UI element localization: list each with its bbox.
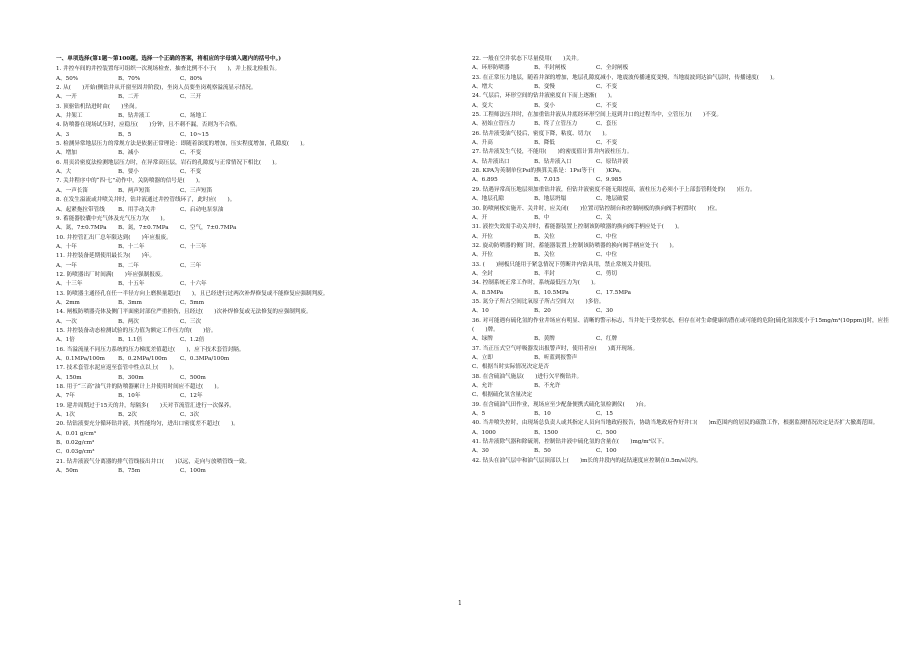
option: C、10~15 bbox=[180, 131, 209, 138]
options-row bbox=[472, 64, 892, 73]
option: B、0.2MPa/100m bbox=[118, 356, 168, 362]
question-text: 33. ( )闸板只能用于紧急情况下剪断井内钻具用，禁止常规关井使用。 bbox=[472, 261, 655, 268]
options-row bbox=[472, 289, 892, 298]
option: C、不变 bbox=[180, 169, 202, 176]
option: B、50 bbox=[534, 448, 551, 455]
question-text: 23. 在正常压力地层，随着井深的增加，地层孔隙度减小，地震波传播速度变慢，当地震波到达油气层时，传播速度( )。 bbox=[472, 74, 778, 81]
question-text: 10. 井控管汇出厂总年限达到( )年应报废。 bbox=[56, 234, 172, 241]
option: B、二开 bbox=[118, 94, 139, 101]
options-row bbox=[472, 158, 892, 167]
question-text: 26. 钻井液受油气侵后，密度下降，粘度、切力( )。 bbox=[472, 130, 611, 137]
option: B、十二年 bbox=[118, 243, 145, 250]
option: C、中位 bbox=[596, 233, 618, 240]
option: C、不变 bbox=[596, 102, 618, 109]
option: B、中 bbox=[534, 214, 550, 221]
options-row bbox=[56, 355, 456, 364]
option: C、80% bbox=[180, 75, 203, 82]
option: B、5 bbox=[118, 131, 132, 138]
options-row bbox=[56, 187, 456, 196]
option: A、7年 bbox=[56, 393, 75, 400]
option: B、要小 bbox=[118, 169, 139, 176]
options-row bbox=[472, 139, 892, 148]
question-text: 37. 当正压式空气呼吸器发出报警声时，使用者应( )离开现场。 bbox=[472, 345, 639, 352]
option: B、10年 bbox=[118, 393, 141, 400]
section-header: 一、单项选择(第1题～第100题。选择一个正确的答案，将相应的字母填入题内的括号中。) bbox=[56, 56, 282, 62]
question-text: 29. 钻遇异常高压地层须加重钻井液，但钻井液密度不能无限提高，液柱压力必须小于上部套管鞋处的( )压力。 bbox=[472, 186, 756, 193]
option: B、20 bbox=[534, 308, 551, 315]
option: C、套压 bbox=[596, 121, 618, 128]
question-text: 28. KPA为英制单位Psi的换算关系是：1Psi等于( )KPa。 bbox=[472, 168, 625, 175]
options-row bbox=[472, 363, 892, 372]
question-text: 40. 当井喷失控时，由现场总负责人或其指定人员向当地政府报告，协助当地政府作好井口( )m范围内的居民的疏散工作，根据监测情况决定是否扩大撤离范围。 bbox=[472, 420, 879, 427]
option: B、用手动关井 bbox=[118, 206, 156, 213]
options-row bbox=[472, 233, 892, 242]
option: C、全封闸板 bbox=[596, 65, 629, 72]
options-row bbox=[472, 120, 892, 129]
option: C、空气，7±0.7MPa bbox=[180, 225, 237, 232]
option: B、10 bbox=[534, 411, 551, 418]
option: A、一声长笛 bbox=[56, 187, 89, 194]
option: A、钻井液出口 bbox=[472, 158, 510, 165]
option: C、不变 bbox=[180, 150, 202, 157]
question-text: 17. 技术套管水泥应返至套管中性点以上( )。 bbox=[56, 365, 178, 372]
option: B、两次 bbox=[118, 318, 139, 325]
option: A、10 bbox=[472, 308, 489, 315]
options-row bbox=[56, 336, 456, 345]
question-text: 22. 一般在空井状态下尽量使用( )关井。 bbox=[472, 56, 583, 62]
question-text: 19. 建井周期过于15天的井，每隔多( )天对节流管汇进行一次保养。 bbox=[56, 402, 235, 409]
option: B、钻井液工 bbox=[118, 113, 151, 120]
option: B、降低 bbox=[534, 140, 555, 147]
option: C、1.2倍 bbox=[180, 337, 205, 344]
option: C、不变 bbox=[596, 140, 618, 147]
option: C、红牌 bbox=[596, 336, 618, 343]
option: C、9.985 bbox=[596, 177, 622, 184]
options-row bbox=[472, 429, 892, 438]
question-text: 30. 防喷闸板实施开、关井时，应关闭( )位置司钻控制台和控制闸板的换向阀手柄置时( )位。 bbox=[472, 205, 721, 212]
option: A、一开 bbox=[56, 94, 77, 101]
option: A、大 bbox=[56, 169, 72, 176]
option: A、1次 bbox=[56, 412, 75, 419]
options-row bbox=[56, 262, 456, 271]
option: B、两声短笛 bbox=[118, 187, 151, 194]
options-row bbox=[56, 299, 456, 308]
left-question-list bbox=[56, 65, 456, 476]
right-question-list bbox=[472, 55, 892, 466]
options-row bbox=[56, 93, 456, 102]
option: B、1500 bbox=[534, 429, 558, 436]
option: B、半封 bbox=[534, 270, 555, 277]
question-text: 42. 钻头在油气层中和油气层顶部以上( )m长的井段内的起钻速度应控制在0.5m/s以内。 bbox=[472, 457, 702, 464]
option: B、二年 bbox=[118, 262, 139, 269]
question-text: 21. 钻井液液气分离器的排气管线接出井口( )以远，走向与放喷管线一致。 bbox=[56, 458, 251, 465]
options-row bbox=[56, 243, 456, 252]
option: C、三开 bbox=[180, 94, 202, 101]
question-text: 9. 蓄能器胶囊中充气体及充气压力为( )。 bbox=[56, 215, 169, 222]
question-text: 27. 钻井液发生气侵，不能用( )的密度值计算井内液柱压力。 bbox=[472, 149, 633, 156]
options-row bbox=[56, 411, 456, 420]
option: A、30 bbox=[472, 448, 489, 455]
option: A、一次 bbox=[56, 318, 77, 325]
left-column bbox=[56, 55, 456, 476]
option: C、根据硫化氢含量决定 bbox=[472, 392, 533, 399]
option: A、初始立管压力 bbox=[472, 121, 516, 128]
question-text: 32. 旋动防喷器的侧门时，蓄能器装置上控制该防喷器的换向阀手柄应处于( )。 bbox=[472, 242, 678, 249]
option: A、氮，7±0.7MPa bbox=[56, 225, 107, 232]
option: A、立即 bbox=[472, 355, 493, 361]
options-row bbox=[56, 149, 456, 158]
question-text: 20. 钻钻液要充分循环钻井液，其性能均匀，进出口密度差不超过( )。 bbox=[56, 421, 239, 428]
option: A、开位 bbox=[472, 233, 493, 240]
option: C、100 bbox=[596, 448, 617, 455]
option: A、十年 bbox=[56, 243, 77, 250]
option: B、关位 bbox=[534, 233, 555, 240]
options-row bbox=[472, 102, 892, 111]
option: C、地层破裂 bbox=[596, 196, 629, 203]
option: B、75m bbox=[118, 468, 141, 475]
options-row bbox=[56, 206, 456, 215]
option: C、场地工 bbox=[180, 113, 207, 120]
options-row bbox=[472, 391, 892, 400]
right-column bbox=[472, 55, 892, 466]
option: C、15 bbox=[596, 411, 613, 418]
options-row bbox=[56, 392, 456, 401]
option: A、允许 bbox=[472, 383, 493, 390]
question-text: 25. 工程师法压井时，在加重钻井液从井底经环形空间上返到井口的过程当中，立管压力( )不变。 bbox=[472, 112, 722, 119]
option: B、十五年 bbox=[118, 281, 145, 288]
option: B、钻井液入口 bbox=[534, 158, 572, 165]
options-row bbox=[56, 112, 456, 121]
options-row bbox=[56, 168, 456, 177]
options-row bbox=[472, 410, 892, 419]
question-text: 16. 当溢流量不同压力系统的压力梯度差值超过( )，应下技术套管封隔。 bbox=[56, 346, 245, 353]
options-row bbox=[472, 83, 892, 92]
option: B、10.5MPa bbox=[534, 289, 569, 296]
option: A、3 bbox=[56, 131, 70, 138]
option: A、50m bbox=[56, 468, 79, 475]
question-text: 31. 液控失效需手动关井时，蓄能器装置上控制该防喷器的换向阀手柄应处于( )。 bbox=[472, 224, 683, 231]
question-text: 41. 钻井液除气器和除硫剂，控制钻井液中硫化氢的含量在( )mg/m³以下。 bbox=[472, 439, 668, 446]
question-text: 3. 顶驱钻机钻进时由( )坐岗。 bbox=[56, 103, 141, 110]
options-row bbox=[472, 335, 892, 344]
option: B、地层坍塌 bbox=[534, 196, 567, 203]
option: C、12年 bbox=[180, 393, 203, 400]
option: C、0.3MPa/100m bbox=[180, 356, 230, 362]
option: C、5mm bbox=[180, 299, 205, 306]
option: A、1倍 bbox=[56, 337, 75, 344]
option: A、绿牌 bbox=[472, 336, 493, 343]
question-text: 12. 防喷器出厂时间满( )年应强制报废。 bbox=[56, 271, 167, 278]
option: A、0.1MPa/100m bbox=[56, 356, 105, 362]
options-row bbox=[472, 195, 892, 204]
options-row bbox=[56, 318, 456, 327]
option: C、根据当时实际情况决定是否 bbox=[472, 364, 549, 371]
option: B、3mm bbox=[118, 299, 142, 306]
options-row bbox=[56, 374, 456, 383]
option: B、300m bbox=[118, 374, 144, 381]
option: B、关位 bbox=[534, 252, 555, 259]
option: C、十六年 bbox=[180, 281, 207, 288]
option: C、三次 bbox=[180, 318, 202, 325]
option: A、一年 bbox=[56, 262, 77, 269]
option: C、0.03g/cm³ bbox=[56, 449, 95, 456]
question-text: 24. 气层后，环形空间的钻井液密度自下而上逐渐( )。 bbox=[472, 93, 616, 100]
options-row bbox=[56, 439, 456, 448]
question-text: 4. 防喷器在现场试压时，应稳压( )分钟，且不刺不漏，否则为不合格。 bbox=[56, 122, 241, 129]
option: A、1000 bbox=[472, 429, 496, 436]
option: C、原钻井液 bbox=[596, 158, 629, 165]
question-text: 13. 防喷器主通径孔在任一半径方向上磨损量超过( )，且已经进行过两次补焊修复或不能修复应强制判废。 bbox=[56, 290, 329, 297]
question-text: 14. 闸板防喷器壳体及侧门平面密封部位严重损伤，且经过( )次补焊修复或无法修复的应强制判废。 bbox=[56, 309, 312, 316]
option: C、三年 bbox=[180, 262, 202, 269]
option: B、0.02g/cm³ bbox=[56, 440, 95, 447]
option: A、井架工 bbox=[56, 113, 83, 120]
options-row bbox=[472, 307, 892, 316]
option: A、开位 bbox=[472, 252, 493, 259]
option: B、70% bbox=[118, 75, 141, 82]
page-number: 1 bbox=[458, 600, 462, 607]
option: C、中位 bbox=[596, 252, 618, 259]
options-row bbox=[56, 224, 456, 233]
option: C、启动电泵泵油 bbox=[180, 206, 224, 213]
question-text: 36. 对可能遇有硫化氢的作业井场应有明显、清晰的警示标志，当井处于受控状态，但存在对生命健康的潜在或可能的危险[硫化氢浓度小于15mg/m³(10ppm)]时，应挂( )牌。 bbox=[472, 317, 889, 333]
option: B、1.1倍 bbox=[118, 337, 143, 344]
options-row bbox=[56, 75, 456, 84]
question-text: 7. 关井程序中的“四·七”动作中，关防喷器的信号是( )。 bbox=[56, 178, 204, 185]
option: C、100m bbox=[180, 468, 206, 475]
options-row bbox=[472, 354, 892, 363]
question-text: 1. 井控车间的井控装置每可组织一次现场检查，抽查比例不小于( )，并上报北检报告。 bbox=[56, 66, 281, 73]
option: C、三声短笛 bbox=[180, 187, 213, 194]
option: A、地层孔隙 bbox=[472, 196, 505, 203]
options-row bbox=[56, 467, 456, 476]
question-text: 11. 井控装备延期使用最长为( )年。 bbox=[56, 253, 155, 260]
question-text: 34. 控制系统正常工作时，系统最低压力为( )。 bbox=[472, 280, 599, 287]
option: B、2次 bbox=[118, 412, 137, 419]
option: B、变小 bbox=[534, 102, 555, 109]
question-text: 38. 在含硫油气施层( )进行欠平衡钻井。 bbox=[472, 373, 583, 380]
option: A、变大 bbox=[472, 102, 493, 109]
options-row bbox=[472, 214, 892, 223]
option: A、全封 bbox=[472, 270, 493, 277]
option: A、十三年 bbox=[56, 281, 83, 288]
question-text: 6. 用页岩密度法检测地层压力时，在异常高压层，岩石的孔隙度与正常情况下相比( )。 bbox=[56, 159, 281, 166]
question-text: 15. 井控装备动态检测试验的压力值为额定工作压力的( )倍。 bbox=[56, 327, 217, 334]
option: B、变慢 bbox=[534, 84, 555, 91]
options-row bbox=[56, 448, 456, 457]
option: C、500m bbox=[180, 374, 206, 381]
option: C、17.5MPa bbox=[596, 289, 631, 296]
option: B、终了立管压力 bbox=[534, 121, 578, 128]
question-text: 2. 从( )开始(侧钻井从开窗至固井阶段)，坐岗人员要坐岗观察溢流显示情况。 bbox=[56, 85, 257, 92]
option: A、6.895 bbox=[472, 177, 498, 184]
options-row bbox=[472, 447, 892, 456]
options-row bbox=[56, 430, 456, 439]
option: A、增加 bbox=[56, 150, 77, 157]
option: C、关 bbox=[596, 214, 612, 221]
option: A、起紧拖拉带管线 bbox=[56, 206, 105, 213]
option: A、升高 bbox=[472, 140, 493, 147]
option: B、7.015 bbox=[534, 177, 560, 184]
option: A、2mm bbox=[56, 299, 80, 306]
option: B、听蓝到报警声 bbox=[534, 355, 578, 361]
option: C、十三年 bbox=[180, 243, 207, 250]
options-row bbox=[56, 280, 456, 289]
question-text: 35. 氮分子所占空间比氧原子所占空间大( )多倍。 bbox=[472, 298, 605, 305]
option: B、黄牌 bbox=[534, 336, 555, 343]
options-row bbox=[472, 270, 892, 279]
question-text: 18. 用于“三高”油气井的防喷器累计上井使用时间应不超过( )。 bbox=[56, 384, 223, 391]
option: A、8.5MPa bbox=[472, 289, 504, 296]
options-row bbox=[472, 176, 892, 185]
option: C、500 bbox=[596, 429, 617, 436]
options-row bbox=[56, 131, 456, 140]
question-text: 8. 在发生溢流或井喷关井时，钻井液通过井控管线环了，此时应( )。 bbox=[56, 197, 236, 204]
option: C、剪切 bbox=[596, 270, 618, 277]
options-row bbox=[472, 382, 892, 391]
option: B、不允许 bbox=[534, 383, 561, 390]
option: A、5 bbox=[472, 411, 486, 418]
question-text: 39. 在含硫油气田作业，现场应至少配备便携式硫化氢检测仪( )台。 bbox=[472, 401, 650, 408]
option: C、3次 bbox=[180, 412, 200, 419]
option: B、减小 bbox=[118, 150, 139, 157]
option: B、氮，7±0.7MPa bbox=[118, 225, 169, 232]
option: C、30 bbox=[596, 308, 613, 315]
option: B、半封闸板 bbox=[534, 65, 567, 72]
option: A、150m bbox=[56, 374, 82, 381]
option: A、环形防喷器 bbox=[472, 65, 510, 72]
options-row bbox=[472, 251, 892, 260]
option: A、0.01 g/cm³ bbox=[56, 430, 97, 437]
option: A、增大 bbox=[472, 84, 493, 91]
option: A、开 bbox=[472, 214, 488, 221]
question-text: 5. 检测异常地层压力的常规方法是依据正常理论：即随着深度的增加，压实程度增加，孔隙度( )。 bbox=[56, 141, 309, 148]
option: C、不变 bbox=[596, 84, 618, 91]
option: A、50% bbox=[56, 75, 79, 82]
